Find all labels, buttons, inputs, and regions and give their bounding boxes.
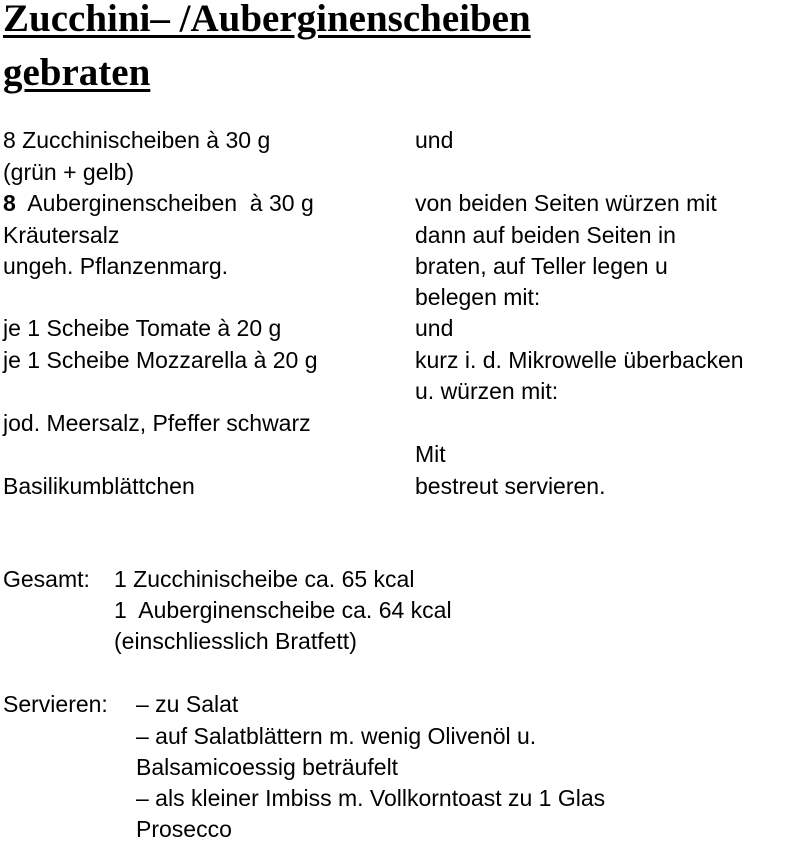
ingredient-line: 8 Zucchinischeiben à 30 g bbox=[3, 127, 271, 153]
ingredient-line: je 1 Scheibe Tomate à 20 g bbox=[3, 315, 282, 341]
instruction-line: braten, auf Teller legen u bbox=[415, 253, 668, 279]
recipe-title-line-1: Zucchini– /Auberginenscheiben bbox=[3, 0, 531, 40]
instruction-line: belegen mit: bbox=[415, 284, 541, 310]
instruction-line: dann auf beiden Seiten in bbox=[415, 222, 676, 248]
ingredient-line: ungeh. Pflanzenmarg. bbox=[3, 253, 229, 279]
serving-line: Prosecco bbox=[136, 816, 232, 842]
recipe-title-line-2: gebraten bbox=[3, 51, 151, 94]
serving-line: Balsamicoessig beträufelt bbox=[136, 754, 399, 780]
instruction-line: und bbox=[415, 315, 454, 341]
summary-label: Gesamt: bbox=[3, 566, 90, 592]
serving-line: – zu Salat bbox=[136, 691, 239, 717]
instruction-line: bestreut servieren. bbox=[415, 473, 606, 499]
ingredient-line: (grün + gelb) bbox=[3, 159, 135, 185]
serving-label: Servieren: bbox=[3, 691, 108, 717]
ingredient-text: Auberginenscheiben à 30 g bbox=[15, 190, 314, 216]
ingredient-line: jod. Meersalz, Pfeffer schwarz bbox=[3, 410, 311, 436]
ingredient-line: je 1 Scheibe Mozzarella à 20 g bbox=[3, 347, 318, 373]
summary-line: (einschliesslich Bratfett) bbox=[114, 628, 357, 654]
ingredient-line: Basilikumblättchen bbox=[3, 473, 195, 499]
instruction-line: u. würzen mit: bbox=[415, 378, 559, 404]
summary-line: 1 Auberginenscheibe ca. 64 kcal bbox=[114, 597, 452, 623]
summary-line: 1 Zucchinischeibe ca. 65 kcal bbox=[114, 566, 415, 592]
instruction-line: von beiden Seiten würzen mit bbox=[415, 190, 717, 216]
ingredient-line bbox=[3, 188, 314, 219]
instruction-line: und bbox=[415, 127, 454, 153]
instruction-line: kurz i. d. Mikrowelle überbacken bbox=[415, 347, 744, 373]
instruction-line: Mit bbox=[415, 441, 446, 467]
serving-line: – als kleiner Imbiss m. Vollkorntoast zu 1 Glas bbox=[136, 785, 606, 811]
ingredient-quantity: 8 bbox=[3, 190, 16, 216]
serving-line: – auf Salatblättern m. wenig Olivenöl u. bbox=[136, 723, 537, 749]
ingredient-line: Kräutersalz bbox=[3, 222, 120, 248]
